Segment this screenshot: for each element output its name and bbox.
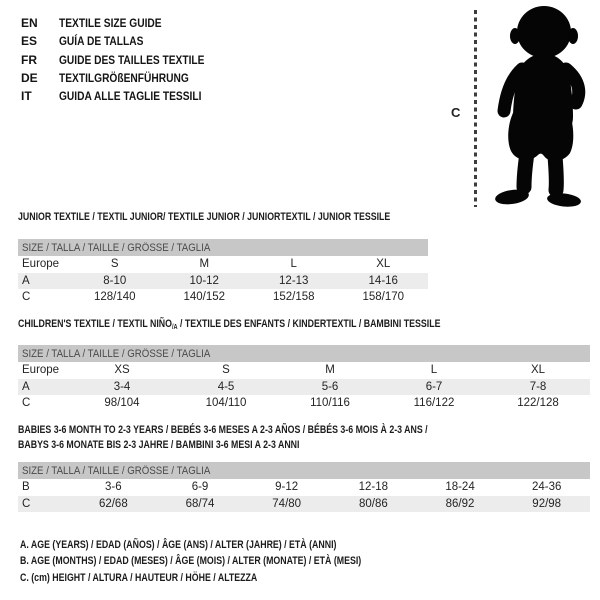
table-title-text: BABIES 3-6 MONTH TO 2-3 YEARS / BEBÉS 3-6 MESES A 2-3 AÑOS / BÉBÉS 3-6 MOIS À 2-3 ANS / [18,424,428,436]
row-label: C [22,291,31,304]
language-code: FR [21,52,37,67]
language-row-en [21,14,230,32]
table-cell: 12-13 [279,274,309,287]
table-cell: 6-7 [425,380,443,393]
language-row-fr [21,51,230,69]
table-cell: 80/86 [358,497,388,510]
height-measure-dotted-line [474,10,477,207]
column-header: XS [114,364,130,377]
row-label: A [22,274,30,287]
table-cell: 3-6 [105,481,122,494]
table-cell: 92/98 [532,497,562,510]
table-body [18,362,590,412]
footnote-a [20,537,447,553]
table-cell: 128/140 [93,291,136,304]
table-cell: 98/104 [104,397,140,410]
table-cell: 7-8 [529,380,547,393]
size-header-text: SIZE / TALLA / TAILLE / GRÖSSE / TAGLIA [22,464,211,477]
column-header: M [325,364,335,377]
language-code: ES [21,34,38,49]
language-code: EN [21,16,38,31]
table-body [18,256,428,306]
table-title-text: JUNIOR TEXTILE / TEXTIL JUNIOR/ TEXTILE JUNIOR / JUNIORTEXTIL / JUNIOR TESSILE [18,211,391,223]
table-cell: 158/170 [362,291,405,304]
column-header: L [430,364,438,377]
column-header: M [199,258,210,271]
region-label: Europe [22,364,60,377]
footnote-b [20,553,447,569]
language-row-de [21,69,230,87]
footnotes [20,537,447,586]
language-label: GUÍA DE TALLAS [59,34,144,49]
table-title-babies-line2 [18,438,590,453]
language-label: TEXTILGRÖßENFÜHRUNG [59,71,189,86]
table-header-row [18,256,428,273]
table-junior [18,211,428,306]
table-cell: 3-4 [113,380,131,393]
language-label: TEXTILE SIZE GUIDE [59,16,162,31]
table-cell: 5-6 [321,380,339,393]
size-header-bar [18,239,428,256]
size-header-text: SIZE / TALLA / TAILLE / GRÖSSE / TAGLIA [22,347,211,360]
table-cell: 122/128 [517,397,559,410]
table-cell: 140/152 [183,291,226,304]
column-header: XL [530,364,546,377]
row-label: B [22,481,30,494]
table-children [18,318,590,412]
column-header: S [110,258,119,271]
table-title-text [18,318,440,334]
table-row-a [18,273,428,290]
region-label: Europe [22,258,60,271]
figure-height-label: C [451,105,461,120]
language-code: DE [21,71,38,86]
table-title-babies-line1 [18,423,590,438]
language-code: IT [21,89,32,104]
table-cell: 68/74 [185,497,215,510]
table-cell: 86/92 [445,497,475,510]
table-cell: 18-24 [445,481,475,494]
table-row-c [18,395,590,412]
row-label: C [22,497,31,510]
table-cell: 6-9 [191,481,209,494]
column-header: S [222,364,230,377]
size-header-bar [18,462,590,479]
column-header: XL [376,258,391,271]
table-title-text: BABYS 3-6 MONATE BIS 2-3 JAHRE / BAMBINI 3-6 MESI A 2-3 ANNI [18,439,300,451]
table-cell: 116/122 [413,397,455,410]
title-pre: CHILDREN'S TEXTILE / TEXTIL NIÑO [18,318,172,330]
table-cell: 110/116 [310,397,350,410]
table-cell: 12-18 [358,481,389,494]
footnote-text: B. AGE (MONTHS) / EDAD (MESES) / ÂGE (MOIS) / ALTER (MONATE) / ETÀ (MESI) [20,555,362,568]
size-header-text: SIZE / TALLA / TAILLE / GRÖSSE / TAGLIA [22,241,211,254]
language-header [21,14,230,105]
title-post: / TEXTILE DES ENFANTS / KINDERTEXTIL / BAMBINI TESSILE [177,318,441,330]
language-row-es [21,32,230,50]
table-cell: 152/158 [272,291,315,304]
table-cell: 62/68 [98,497,128,510]
language-label: GUIDA ALLE TAGLIE TESSILI [59,89,202,104]
table-cell: 14-16 [368,274,398,287]
footnote-c [20,570,447,586]
table-row-c [18,496,590,513]
table-babies [18,423,590,512]
footnote-text: A. AGE (YEARS) / EDAD (AÑOS) / ÂGE (ANS) / ALTER (JAHRE) / ETÀ (ANNI) [20,539,337,551]
language-label: GUIDE DES TAILLES TEXTILE [59,52,205,67]
toddler-silhouette-icon [482,5,598,207]
table-body [18,479,590,512]
table-cell: 10-12 [189,274,219,287]
table-cell: 24-36 [531,481,562,494]
table-cell: 4-5 [217,380,235,393]
table-cell: 74/80 [272,497,302,510]
table-cell: 8-10 [103,274,127,287]
table-row-a [18,379,590,396]
language-row-it [21,87,230,105]
title-subscript: /A [171,324,178,331]
row-label: A [22,380,30,393]
table-title-junior [18,211,428,223]
table-row-b [18,479,590,496]
table-cell: 9-12 [275,481,299,494]
size-header-bar [18,345,590,362]
column-header: L [290,258,297,271]
footnote-text: C. (cm) HEIGHT / ALTURA / HAUTEUR / HÖHE / ALTEZZA [20,571,258,584]
table-header-row [18,362,590,379]
table-row-c [18,289,428,306]
table-cell: 104/110 [205,397,247,410]
table-title-children [18,318,590,330]
row-label: C [22,397,31,410]
